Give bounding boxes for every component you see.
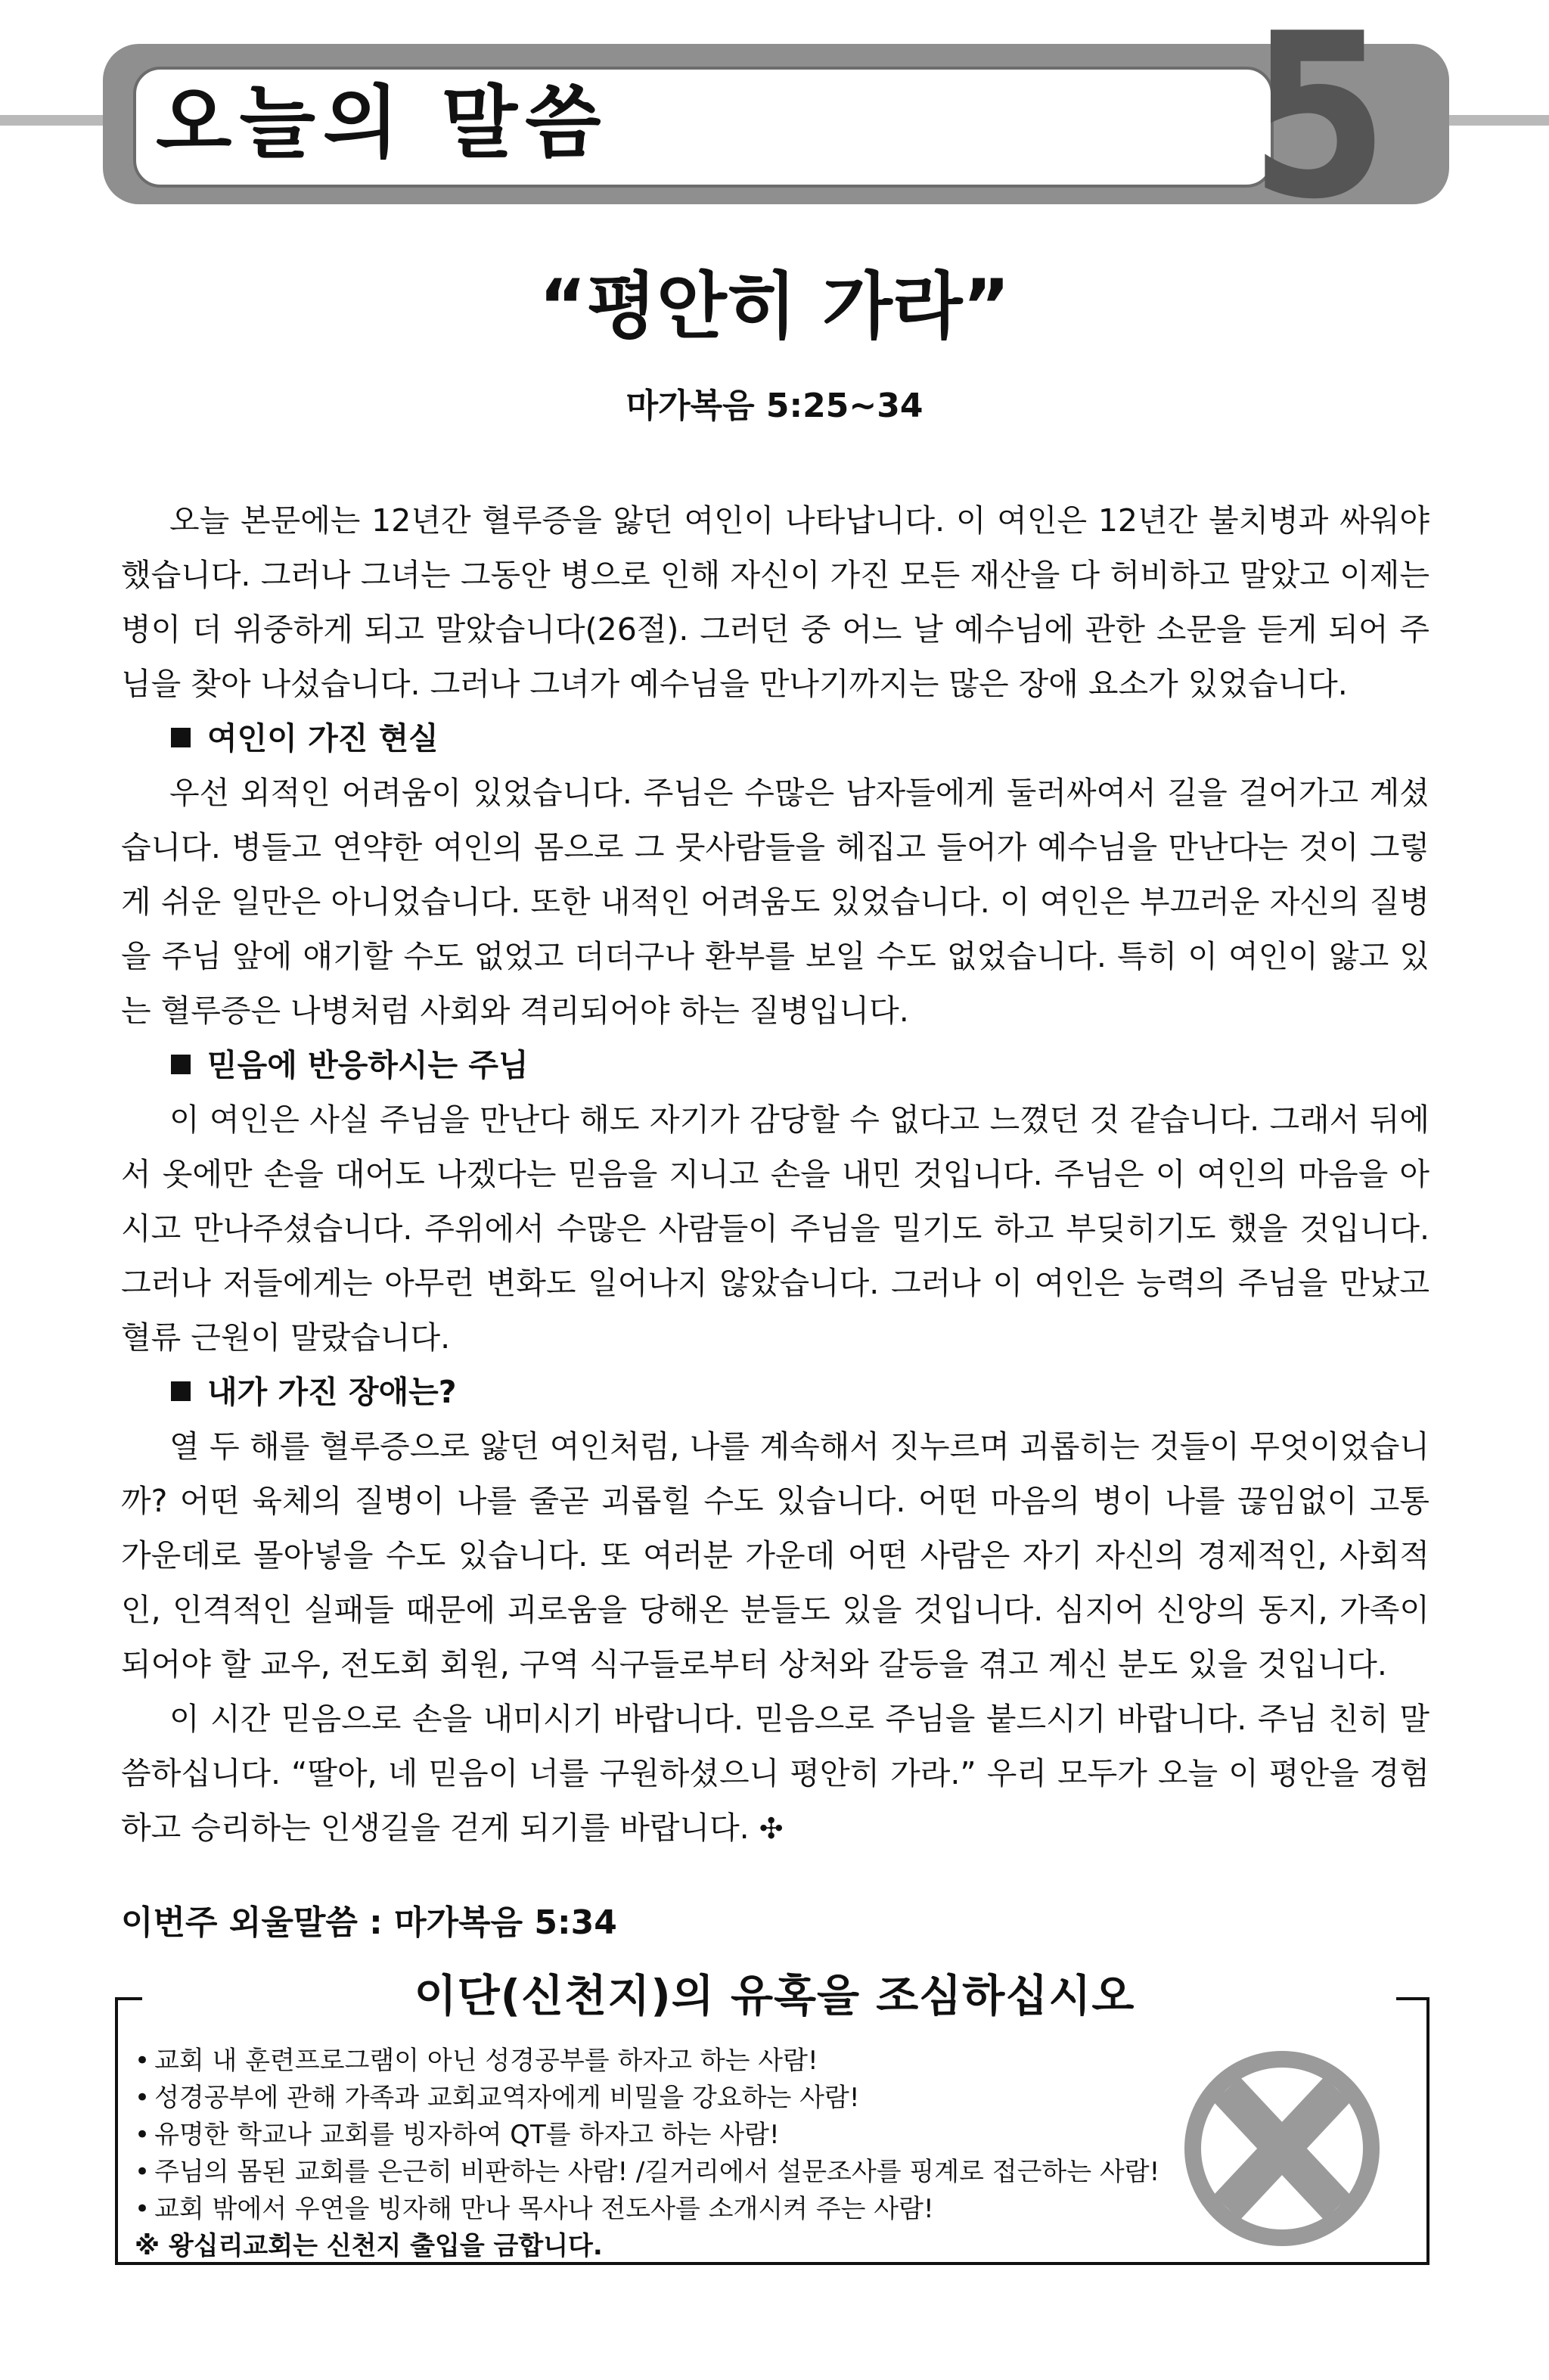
warning-item: • 성경공부에 관해 가족과 교회교역자에게 비밀을 강요하는 사람! bbox=[135, 2080, 1420, 2117]
section-heading bbox=[121, 1365, 1429, 1419]
warning-item: • 교회 밖에서 우연을 빙자해 만나 목사나 전도사를 소개시켜 주는 사람! bbox=[135, 2191, 1420, 2228]
scripture-reference: 마가복음 5:25~34 bbox=[625, 387, 924, 425]
section-heading bbox=[121, 1038, 1429, 1092]
header-issue-number: 5 bbox=[1249, 0, 1389, 249]
cross-ornament-icon: ✣ bbox=[759, 1812, 784, 1845]
warning-list bbox=[135, 2043, 1420, 2228]
black-square-icon bbox=[171, 728, 191, 747]
warning-title: 이단(신천지)의 유혹을 조심하십시오 bbox=[414, 1970, 1135, 2021]
section-paragraph: 우선 외적인 어려움이 있었습니다. 주님은 수많은 남자들에게 둘러싸여서 길을 걸어가고 계셨습니다. 병들고 연약한 여인의 몸으로 그 뭇사람들을 헤집고 들어가 예수님을 만난다는 것이 그렇게 쉬운 일만은 아니었습니다. 또한 내적인 어려움도 있었습니다. 이 여인은 부끄러운 자신의 질병을 주님 앞에 얘기할 수도 없었고 더더구나 환부를 보일 수도 없었습니다. 특히 이 여인이 앓고 있는 혈루증은 나병처럼 사회와 격리되어야 하는 질병입니다. bbox=[121, 775, 1429, 1029]
warning-item: • 교회 내 훈련프로그램이 아닌 성경공부를 하자고 하는 사람! bbox=[135, 2043, 1420, 2080]
intro-paragraph: 오늘 본문에는 12년간 혈루증을 앓던 여인이 나타납니다. 이 여인은 12년간 불치병과 싸워야 했습니다. 그러나 그녀는 그동안 병으로 인해 자신이 가진 모든 재산을 다 허비하고 말았고 이제는 병이 더 위중하게 되고 말았습니다(26절). 그러던 중 어느 날 예수님에 관한 소문을 듣게 되어 주님을 찾아 나섰습니다. 그러나 그녀가 예수님을 만나기까지는 많은 장애 요소가 있었습니다. bbox=[121, 502, 1429, 702]
section-heading-text: 믿음에 반응하시는 주님 bbox=[207, 1047, 529, 1083]
sermon-title: “평안히 가라” bbox=[539, 264, 1010, 349]
section-paragraph: 이 여인은 사실 주님을 만난다 해도 자기가 감당할 수 없다고 느꼈던 것 같습니다. 그래서 뒤에서 옷에만 손을 대어도 나겠다는 믿음을 지니고 손을 내민 것입니다. 주님은 이 여인의 마음을 아시고 만나주셨습니다. 주위에서 수많은 사람들이 주님을 밀기도 하고 부딪히기도 했을 것입니다. 그러나 저들에게는 아무런 변화도 일어나지 않았습니다. 그러나 이 여인은 능력의 주님을 만났고 혈류 근원이 말랐습니다. bbox=[121, 1101, 1429, 1356]
black-square-icon bbox=[171, 1381, 191, 1401]
section-heading-text: 여인이 가진 현실 bbox=[207, 720, 439, 757]
section-paragraph: 열 두 해를 혈루증으로 앓던 여인처럼, 나를 계속해서 짓누르며 괴롭히는 것들이 무엇이었습니까? 어떤 육체의 질병이 나를 줄곧 괴롭힐 수도 있습니다. 어떤 마음의 병이 나를 끊임없이 고통 가운데로 몰아넣을 수도 있습니다. 또 여러분 가운데 어떤 사람은 자기 자신의 경제적인, 사회적인, 인격적인 실패들 때문에 괴로움을 당해온 분들도 있을 것입니다. 심지어 신앙의 동지, 가족이 되어야 할 교우, 전도회 회원, 구역 식구들로부터 상처와 갈등을 겪고 계신 분도 있을 것입니다. bbox=[121, 1428, 1429, 1682]
section-heading bbox=[121, 711, 1429, 766]
black-square-icon bbox=[171, 1055, 191, 1074]
warning-item: • 주님의 몸된 교회를 은근히 비판하는 사람! /길거리에서 설문조사를 핑계로 접근하는 사람! bbox=[135, 2154, 1420, 2191]
closing-paragraph bbox=[121, 1692, 1429, 1856]
memory-verse: 이번주 외울말씀 : 마가복음 5:34 bbox=[121, 1903, 617, 1942]
header-title: 오늘의 말씀 bbox=[156, 76, 609, 169]
closing-paragraph-text: 이 시간 믿음으로 손을 내미시기 바랍니다. 믿음으로 주님을 붙드시기 바랍니다. 주님 친히 말씀하십니다. “딸아, 네 믿음이 너를 구원하셨으니 평안히 가라.” 우리 모두가 오늘 이 평안을 경험하고 승리하는 인생길을 걷게 되기를 바랍니다. bbox=[121, 1701, 1429, 1846]
warning-note: ※ 왕십리교회는 신천지 출입을 금합니다. bbox=[135, 2231, 603, 2261]
section-heading-text: 내가 가진 장애는? bbox=[207, 1374, 457, 1410]
warning-item: • 유명한 학교나 교회를 빙자하여 QT를 하자고 하는 사람! bbox=[135, 2117, 1420, 2154]
sermon-body bbox=[121, 493, 1429, 1856]
